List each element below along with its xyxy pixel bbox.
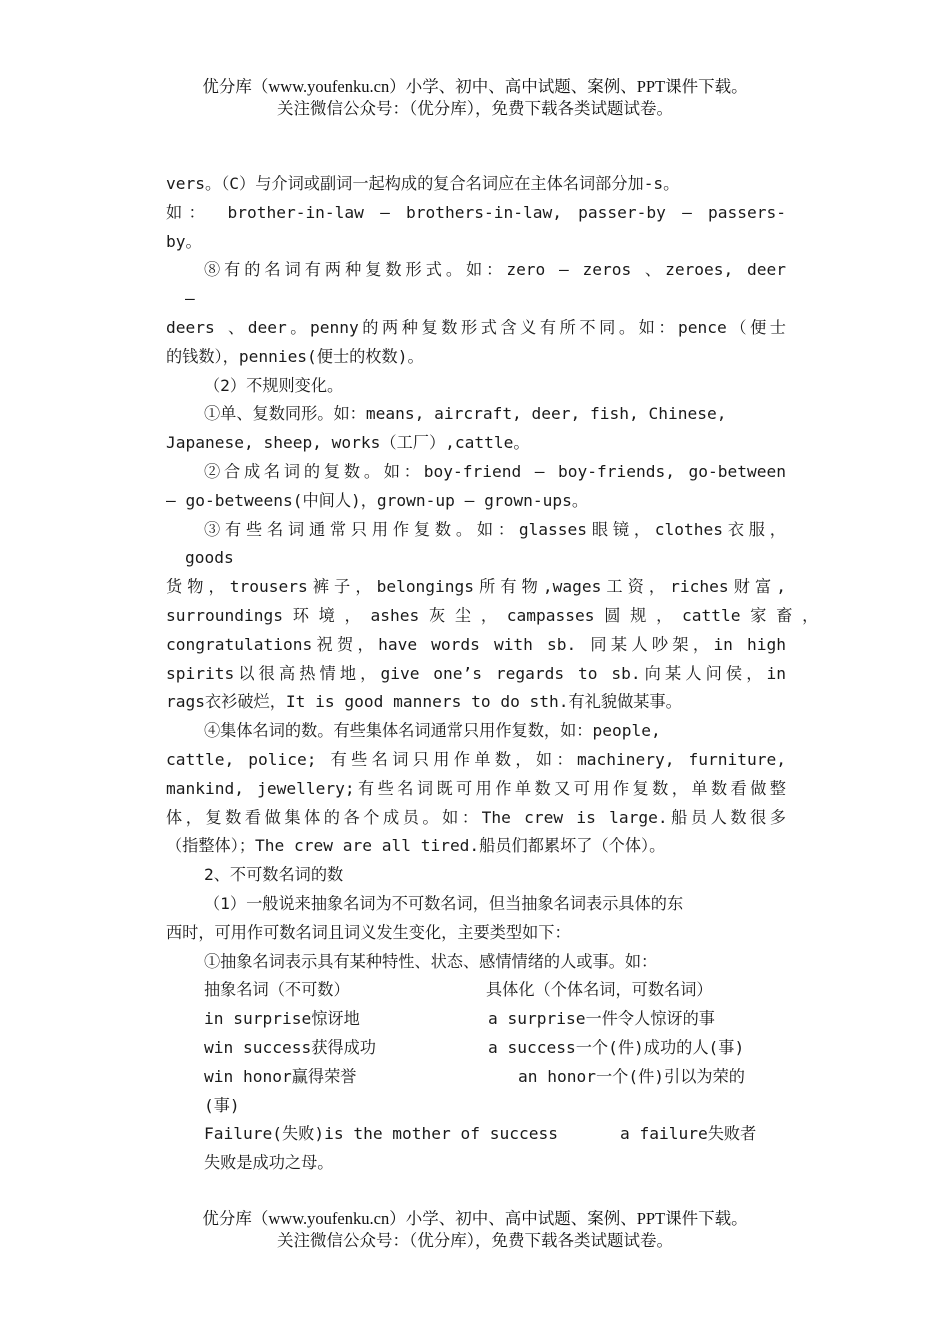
footer-line-2: 关注微信公众号：（优分库），免费下载各类试题试卷。 <box>277 1231 673 1250</box>
table-row <box>166 1149 786 1178</box>
body-line: 体，复数看做集体的各个成员。如：The crew is large.船员人数很多 <box>166 807 786 827</box>
table-header-row <box>166 976 786 1005</box>
body-line: — go-betweens(中间人)，grown-up — grown-ups。 <box>166 490 589 510</box>
body-line: ⑧有的名词有两种复数形式。如：zero — zeros 、zeroes, deer <box>204 260 786 280</box>
body-line: cattle, police; 有些名词只用作单数，如：machinery, furniture, <box>166 749 786 769</box>
body-line: 如： brother-in-law — brothers-in-law, passer-by — passers- <box>166 202 786 222</box>
body-line: Japanese, sheep, works（工厂）,cattle。 <box>166 433 530 453</box>
body-line: goods <box>185 548 234 568</box>
footer-line-1: 优分库（www.youfenku.cn）小学、初中、高中试题、案例、PPT课件下载。 <box>202 1209 748 1228</box>
section-heading: （2）不规则变化。 <box>204 375 344 395</box>
table-cell-right: a surprise一件令人惊讶的事 <box>488 1009 715 1029</box>
table-header-left: 抽象名词（不可数） <box>204 980 350 1000</box>
table-cell-wrap: (事) <box>204 1095 240 1115</box>
body-line: surroundings 环 境 ， ashes 灰 尘 ， campasses 圆 规 ， cattle 家 畜 ， <box>166 605 819 625</box>
table-row <box>166 1120 786 1149</box>
page-header <box>0 76 950 120</box>
table-row <box>166 1034 786 1063</box>
document-body <box>166 170 819 1178</box>
body-line: ①单、复数同形。如：means, aircraft, deer, fish, Chinese, <box>204 404 727 424</box>
body-line: ①抽象名词表示具有某种特性、状态、感情情绪的人或事。如： <box>204 951 658 971</box>
body-line: 货物，trousers裤子，belongings所有物,wages工资，riches财富, <box>166 577 786 597</box>
table-cell-left: win success获得成功 <box>204 1037 376 1057</box>
body-line: ④集体名词的数。有些集体名词通常只用作复数，如：people, <box>204 721 661 741</box>
body-line: rags衣衫破烂，It is good manners to do sth.有礼貌做某事。 <box>166 692 682 712</box>
body-line: spirits以很高热情地，give one’s regards to sb.向某人问侯，in <box>166 663 786 683</box>
body-line: 西时，可用作可数名词且词义发生变化，主要类型如下： <box>166 922 571 942</box>
table-cell-left: 失败是成功之母。 <box>204 1153 334 1173</box>
header-line-2: 关注微信公众号：（优分库），免费下载各类试题试卷。 <box>277 99 673 118</box>
table-cell-right: a success一个(件)成功的人(事) <box>488 1037 745 1057</box>
table-cell-left: win honor赢得荣誉 <box>204 1066 357 1086</box>
body-line: congratulations祝贺，have words with sb. 同某人吵架，in high <box>166 634 786 654</box>
body-line: — <box>185 289 195 309</box>
table-row <box>166 1063 786 1092</box>
table-cell-left: Failure(失败)is the mother of success <box>204 1124 558 1144</box>
table-cell-left: in surprise惊讶地 <box>204 1009 360 1029</box>
header-line-1: 优分库（www.youfenku.cn）小学、初中、高中试题、案例、PPT课件下载。 <box>202 77 748 96</box>
body-line: mankind, jewellery;有些名词既可用作单数又可用作复数，单数看做整 <box>166 778 786 798</box>
body-line: 的钱数），pennies(便士的枚数)。 <box>166 346 424 366</box>
table-row-wrap <box>166 1092 786 1121</box>
body-line: （指整体）；The crew are all tired.船员们都累坏了（个体）。 <box>166 836 666 856</box>
comparison-table <box>166 976 786 1178</box>
body-line: vers。（C）与介词或副词一起构成的复合名词应在主体名词部分加-s。 <box>166 174 680 193</box>
page-footer <box>0 1208 950 1252</box>
body-line: ②合成名词的复数。如：boy-friend — boy-friends, go-between <box>204 461 786 481</box>
table-cell-right: an honor一个(件)引以为荣的 <box>518 1066 745 1086</box>
table-row <box>166 1005 786 1034</box>
body-line: ③有些名词通常只用作复数。如：glasses眼镜，clothes衣服， <box>204 519 786 539</box>
table-cell-right: a failure失败者 <box>620 1124 757 1144</box>
body-line: （1）一般说来抽象名词为不可数名词，但当抽象名词表示具体的东 <box>204 893 684 913</box>
table-header-right: 具体化（个体名词，可数名词） <box>486 980 713 1000</box>
body-line: deers 、deer。penny的两种复数形式含义有所不同。如：pence（便士 <box>166 317 786 337</box>
body-line: by。 <box>166 231 202 251</box>
section-heading: 2、不可数名词的数 <box>204 865 344 885</box>
